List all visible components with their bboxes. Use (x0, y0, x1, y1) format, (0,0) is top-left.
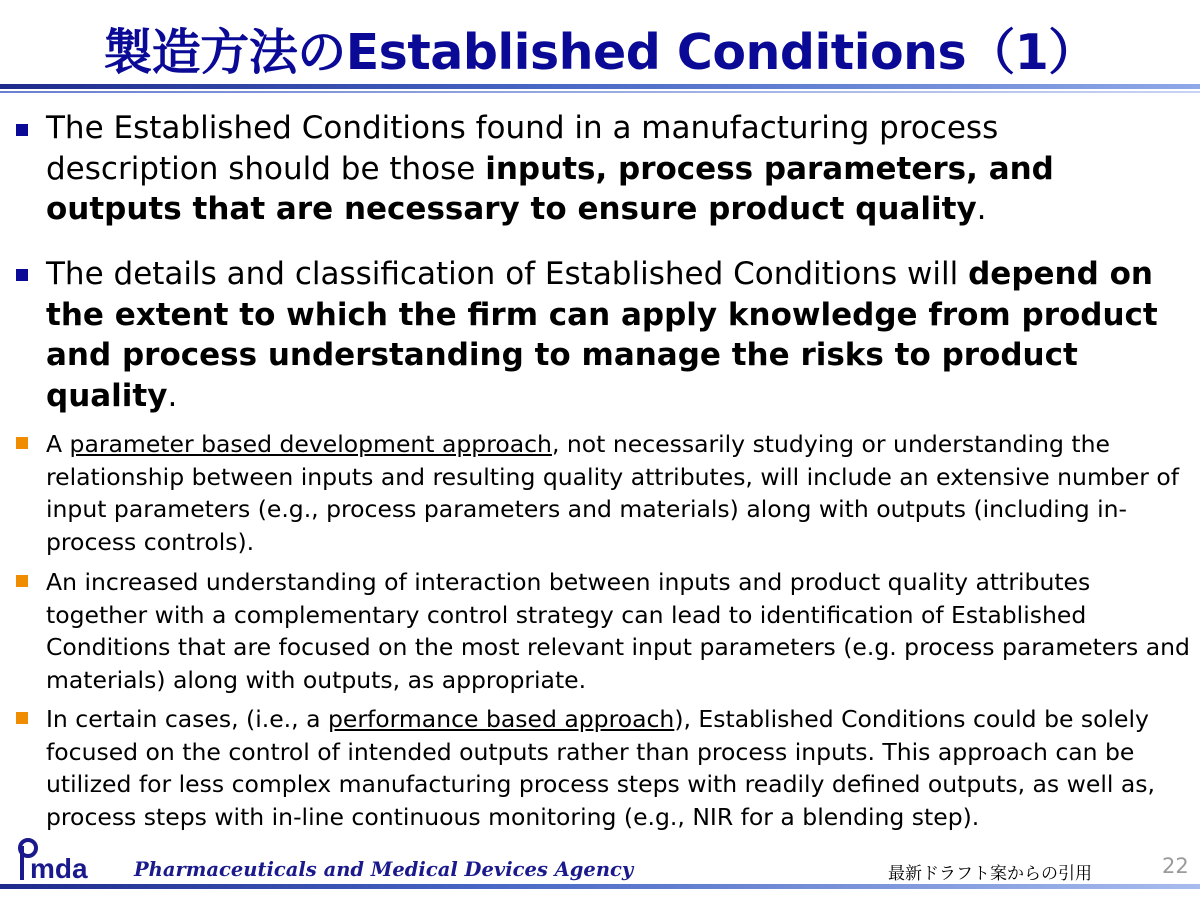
agency-name: Pharmaceuticals and Medical Devices Agency (134, 858, 634, 881)
bullet-3-text-a: A (46, 430, 70, 458)
secondary-bullet-square-icon (16, 437, 28, 449)
bullet-5 (46, 703, 1191, 833)
bullet-3 (46, 428, 1191, 558)
bullet-3-text-end: , not necessarily studying or understanding the relationship between inputs and resulting quality attributes, will include an extensive number of input parameters (e.g., process parameters and materials) along with outputs (including in-process controls). (46, 430, 1179, 556)
bullet-5-text-end: ), Established Conditions could be solely focused on the control of intended outputs rather than process inputs. This approach can be utilized for less complex manufacturing process steps with readily defined outputs, as well as, process steps with in-line continuous monitoring (e.g., NIR for a blending step). (46, 705, 1155, 831)
bullet-2-text-end: . (167, 377, 178, 414)
pmda-logo (8, 838, 108, 884)
footer-rule (0, 884, 1200, 889)
bullet-5-underlined-term: performance based approach (327, 705, 675, 733)
citation-note: 最新ドラフト案からの引用 (888, 864, 1092, 884)
primary-bullet-square-icon (16, 269, 28, 281)
bullet-3-underlined-term: parameter based development approach (69, 430, 552, 458)
bullet-1-text-end: . (976, 191, 987, 227)
svg-text:mda: mda (30, 853, 88, 884)
bullet-5-text-a: In certain cases, (i.e., a (46, 705, 328, 733)
primary-bullet-square-icon (16, 124, 28, 136)
bullet-2-text-bold: depend on the extent to which the firm can apply knowledge from product and process understanding to manage the risks to product quality (46, 256, 1158, 414)
bullet-1-text-bold: inputs, process parameters, and outputs that are necessary to ensure product quality (46, 150, 1054, 227)
bullet-1 (46, 108, 1166, 230)
page-title: 製造方法のEstablished Conditions（1） (103, 24, 1097, 81)
title-underline-thin (0, 91, 1200, 93)
bullet-2-text-a: The details and classification of Established Conditions will (46, 256, 969, 292)
page-number: 22 (1162, 854, 1189, 878)
title-underline (0, 84, 1200, 89)
bullet-4 (46, 566, 1191, 696)
bullet-4-text: An increased understanding of interaction between inputs and product quality attributes together with a complementary control strategy can lead to identification of Established Conditions that are focused on the most relevant input parameters (e.g. process parameters and materials) along with outputs, as appropriate. (46, 568, 1190, 694)
bullet-1-text-a: The Established Conditions found in a manufacturing process description should be those (46, 110, 999, 187)
bullet-2 (46, 254, 1166, 416)
secondary-bullet-square-icon (16, 712, 28, 724)
secondary-bullet-square-icon (16, 575, 28, 587)
